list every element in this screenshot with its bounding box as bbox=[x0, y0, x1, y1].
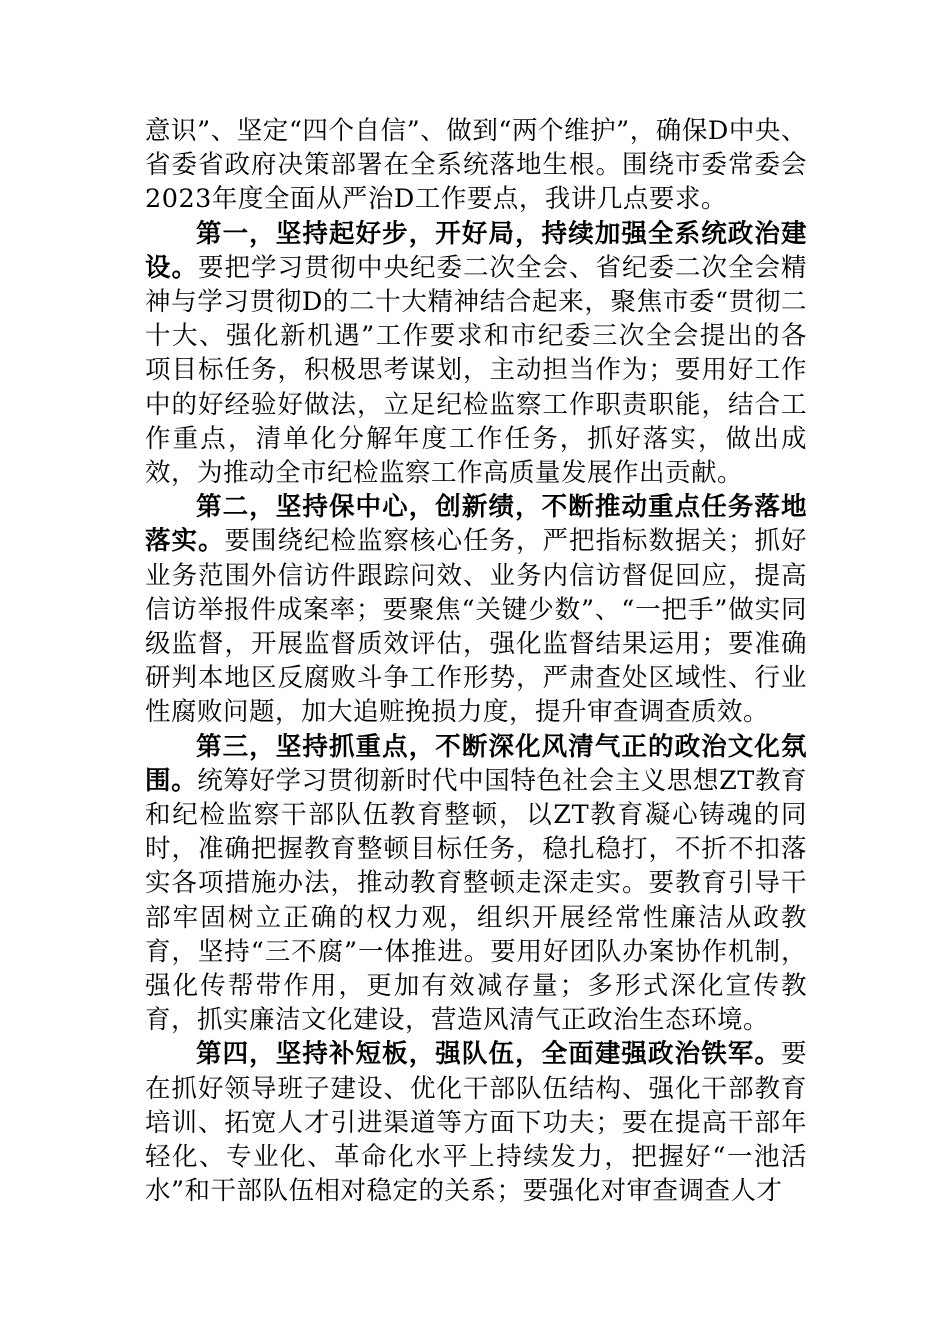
paragraph-heading: 第三，坚持抓重点，不断深化风清气正的政治文化氛围。 bbox=[145, 731, 807, 796]
paragraph-point-three bbox=[145, 730, 807, 1038]
paragraph-text: 要把学习贯彻中央纪委二次全会、省纪委二次全会精神与学习贯彻D的二十大精神结合起来，聚焦市委“贯彻二十大、强化新机遇”工作要求和市纪委三次全会提出的各项目标任务，积极思考谋划，主动担当作为；要用好工作中的好经验好做法，立足纪检监察工作职责职能，结合工作重点，清单化分解年度工作任务，抓好落实，做出成效，为推动全市纪检监察工作高质量发展作出贡献。 bbox=[145, 252, 807, 489]
paragraph-heading: 第一，坚持起好步，开好局，持续加强全系统政治建设。 bbox=[145, 218, 807, 283]
paragraph-point-one bbox=[145, 217, 807, 491]
paragraph-text: 要围绕纪检监察核心任务，严把指标数据关；抓好业务范围外信访件跟踪问效、业务内信访督促回应，提高信访举报件成案率；要聚焦“关键少数”、“一把手”做实同级监督，开展监督质效评估，强化监督结果运用；要准确研判本地区反腐败斗争工作形势，严肃查处区域性、行业性腐败问题，加大追赃挽损力度，提升审查调查质效。 bbox=[145, 526, 807, 728]
paragraph-text: 要在抓好领导班子建设、优化干部队伍结构、强化干部教育培训、拓宽人才引进渠道等方面下功夫；要在提高干部年轻化、专业化、革命化水平上持续发力，把握好“一池活水”和干部队伍相对稳定的关系；要强化对审查调查人才 bbox=[145, 1039, 807, 1207]
paragraph-heading: 第二，坚持保中心，创新绩，不断推动重点任务落地落实。 bbox=[145, 492, 807, 557]
paragraph-point-four bbox=[145, 1037, 807, 1208]
paragraph-point-two bbox=[145, 490, 807, 729]
paragraph-text: 意识”、坚定“四个自信”、做到“两个维护”，确保D中央、省委省政府决策部署在全系统落地生根。围绕市委常委会2023年度全面从严治D工作要点，我讲几点要求。 bbox=[145, 116, 807, 215]
paragraph-continued bbox=[145, 114, 807, 217]
paragraph-text: 统筹好学习贯彻新时代中国特色社会主义思想ZT教育和纪检监察干部队伍教育整顿，以ZT教育凝心铸魂的同时，准确把握教育整顿目标任务，稳扎稳打，不折不扣落实各项措施办法，推动教育整顿走深走实。要教育引导干部牢固树立正确的权力观，组织开展经常性廉洁从政教育，坚持“三不腐”一体推进。要用好团队办案协作机制，强化传帮带作用，更加有效减存量；多形式深化宣传教育，抓实廉洁文化建设，营造风清气正政治生态环境。 bbox=[145, 765, 807, 1036]
paragraph-heading: 第四，坚持补短板，强队伍，全面建强政治铁军。 bbox=[196, 1039, 781, 1070]
document-body bbox=[145, 114, 807, 1209]
